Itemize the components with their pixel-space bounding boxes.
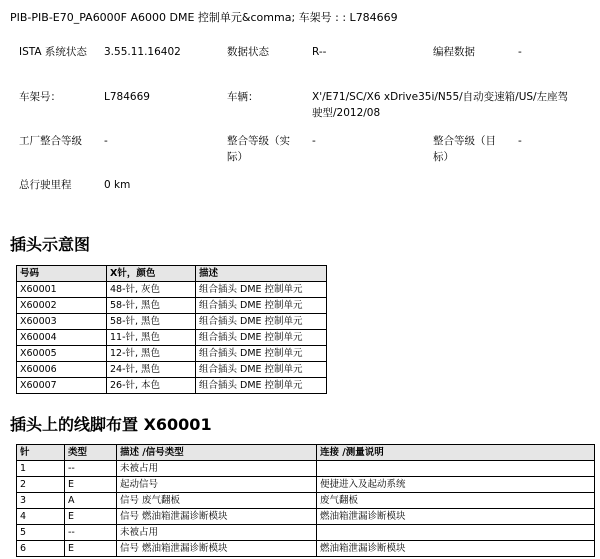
vehicle-value: X'/E71/SC/X6 xDrive35i/N55/自动变速箱/US/左座驾驶型/2012/08 [312, 91, 569, 119]
table-cell: 2 [17, 477, 65, 493]
table-row [17, 509, 595, 525]
table-cell: 6 [17, 541, 65, 557]
vin-value: L784669 [104, 91, 150, 103]
column-header: 描述 /信号类型 [117, 445, 317, 461]
table-row [17, 346, 327, 362]
table-header-row [17, 266, 327, 282]
table-cell: 24-针, 黑色 [107, 362, 196, 378]
table-cell: 26-针, 本色 [107, 378, 196, 394]
table-cell: 组合插头 DME 控制单元 [196, 298, 327, 314]
table-cell: 3 [17, 493, 65, 509]
column-header: 连接 /测量说明 [317, 445, 595, 461]
factory-integration-label: 工厂整合等级 [19, 135, 82, 147]
column-header: X针，颜色 [107, 266, 196, 282]
table-cell: -- [65, 525, 117, 541]
table-cell: X60007 [17, 378, 107, 394]
target-integration-label: 整合等级（目标） [433, 135, 496, 163]
table-cell: E [65, 477, 117, 493]
table-cell: 组合插头 DME 控制单元 [196, 346, 327, 362]
ista-status-value: 3.55.11.16402 [104, 46, 181, 58]
actual-integration-label: 整合等级（实际） [227, 135, 290, 163]
table-cell: 组合插头 DME 控制单元 [196, 282, 327, 298]
table-cell: E [65, 541, 117, 557]
table-cell: 便捷进入及起动系统 [317, 477, 595, 493]
table-cell: 信号 燃油箱泄漏诊断模块 [117, 541, 317, 557]
table-row [17, 330, 327, 346]
table-cell: 未被占用 [117, 525, 317, 541]
table-cell: X60004 [17, 330, 107, 346]
mileage-value: 0 km [104, 179, 131, 191]
table-cell: E [65, 509, 117, 525]
table-cell: 4 [17, 509, 65, 525]
column-header: 针 [17, 445, 65, 461]
table-row [17, 493, 595, 509]
programming-data-value: - [518, 46, 522, 58]
factory-integration-value: - [104, 135, 108, 147]
table-header-row [17, 445, 595, 461]
ista-status-label: ISTA 系统状态 [19, 46, 87, 58]
vehicle-label: 车辆： [227, 91, 259, 103]
table-cell [317, 461, 595, 477]
document-header: PIB-PIB-E70_PA6000F A6000 DME 控制单元&comma; 车架号 : : L784669 [10, 11, 398, 24]
mileage-label: 总行驶里程 [19, 179, 72, 191]
table-cell: 起动信号 [117, 477, 317, 493]
table-cell: 11-针, 黑色 [107, 330, 196, 346]
target-integration-value: - [518, 135, 522, 147]
table-cell: X60002 [17, 298, 107, 314]
table-cell: 48-针, 灰色 [107, 282, 196, 298]
table-cell: 废气翻板 [317, 493, 595, 509]
table-cell: 信号 废气翻板 [117, 493, 317, 509]
actual-integration-value: - [312, 135, 316, 147]
table-cell: 5 [17, 525, 65, 541]
vin-label: 车架号： [19, 91, 61, 103]
connector-table [16, 265, 327, 394]
table-cell: X60003 [17, 314, 107, 330]
connector-diagram-title: 插头示意图 [10, 235, 91, 254]
table-cell: -- [65, 461, 117, 477]
table-cell: A [65, 493, 117, 509]
table-cell: 1 [17, 461, 65, 477]
table-row [17, 541, 595, 557]
table-row [17, 477, 595, 493]
table-row [17, 282, 327, 298]
table-cell: 燃油箱泄漏诊断模块 [317, 541, 595, 557]
table-row [17, 362, 327, 378]
data-status-label: 数据状态 [227, 46, 269, 58]
table-cell: 58-针, 黑色 [107, 314, 196, 330]
table-row [17, 461, 595, 477]
programming-data-label: 编程数据 [433, 46, 475, 58]
table-cell: 燃油箱泄漏诊断模块 [317, 509, 595, 525]
table-row [17, 298, 327, 314]
table-cell: 组合插头 DME 控制单元 [196, 330, 327, 346]
table-cell: 58-针, 黑色 [107, 298, 196, 314]
table-cell: 12-针, 黑色 [107, 346, 196, 362]
table-cell: X60001 [17, 282, 107, 298]
table-cell: 组合插头 DME 控制单元 [196, 378, 327, 394]
table-cell [317, 525, 595, 541]
table-cell: X60005 [17, 346, 107, 362]
table-row [17, 525, 595, 541]
table-cell: 组合插头 DME 控制单元 [196, 362, 327, 378]
table-cell: 未被占用 [117, 461, 317, 477]
pin-assignment-title: 插头上的线脚布置 X60001 [10, 415, 212, 434]
table-row [17, 314, 327, 330]
column-header: 号码 [17, 266, 107, 282]
column-header: 描述 [196, 266, 327, 282]
pin-assignment-table [16, 444, 595, 557]
table-cell: 组合插头 DME 控制单元 [196, 314, 327, 330]
table-row [17, 378, 327, 394]
data-status-value: R-- [312, 46, 327, 58]
column-header: 类型 [65, 445, 117, 461]
table-cell: X60006 [17, 362, 107, 378]
table-cell: 信号 燃油箱泄漏诊断模块 [117, 509, 317, 525]
